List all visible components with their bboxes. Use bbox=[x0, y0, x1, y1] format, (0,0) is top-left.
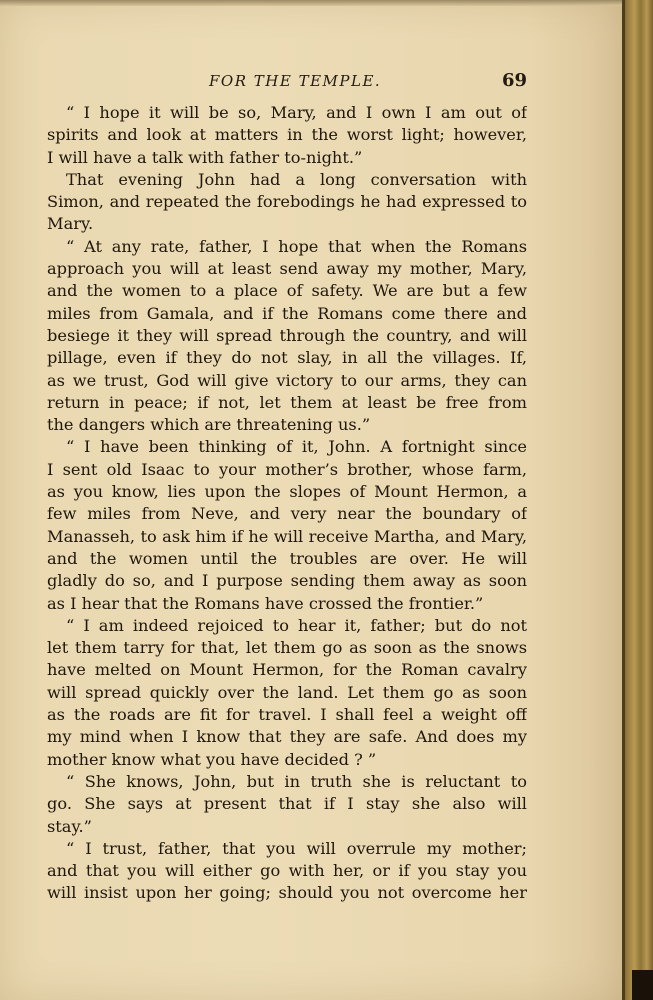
text-line: go. She says at present that if I stay she also will bbox=[47, 794, 527, 814]
page-top-edge bbox=[0, 0, 622, 6]
text-line: “ I am indeed rejoiced to hear it, father; but do not bbox=[66, 615, 527, 635]
text-line: will spread quickly over the land. Let them go as soon bbox=[47, 682, 527, 702]
text-line: spirits and look at matters in the worst light; however, bbox=[47, 125, 527, 145]
text-line: Manasseh, to ask him if he will receive Martha, and Mary, bbox=[47, 526, 527, 546]
body-text bbox=[47, 102, 527, 905]
text-line: and that you will either go with her, or if you stay you bbox=[47, 861, 527, 881]
page-number: 69 bbox=[501, 70, 527, 91]
text-line: “ I hope it will be so, Mary, and I own I am out of bbox=[66, 103, 527, 122]
running-head bbox=[47, 70, 527, 96]
text-line: as you know, lies upon the slopes of Mount Hermon, a bbox=[47, 482, 527, 502]
text-line: “ I trust, father, that you will overrule my mother; bbox=[66, 838, 527, 858]
text-line: as we trust, God will give victory to our arms, they can bbox=[47, 370, 527, 390]
text-line: miles from Gamala, and if the Romans come there and bbox=[47, 303, 527, 323]
text-line: return in peace; if not, let them at least be free from bbox=[47, 392, 527, 412]
text-line: “ I have been thinking of it, John. A fortnight since bbox=[66, 437, 527, 457]
text-line: and the women until the troubles are over. He will bbox=[47, 548, 527, 568]
text-line: Mary. bbox=[47, 214, 94, 234]
text-line: mother know what you have decided ? ” bbox=[47, 749, 377, 769]
text-line: approach you will at least send away my mother, Mary, bbox=[47, 259, 527, 279]
text-line: I sent old Isaac to your mother’s brother, whose farm, bbox=[47, 459, 527, 479]
text-line: will insist upon her going; should you not overcome her bbox=[47, 883, 527, 903]
text-line: as I hear that the Romans have crossed the frontier.” bbox=[47, 593, 484, 613]
text-line: and the women to a place of safety. We are but a few bbox=[47, 281, 527, 301]
running-title: FOR THE TEMPLE. bbox=[209, 72, 382, 90]
text-line: I will have a talk with father to-night.” bbox=[47, 147, 363, 167]
text-line: besiege it they will spread through the country, and will bbox=[47, 325, 527, 345]
text-line: Simon, and repeated the forebodings he had expressed to bbox=[47, 192, 527, 212]
text-line: have melted on Mount Hermon, for the Roman cavalry bbox=[47, 660, 527, 680]
text-line: That evening John had a long conversation with bbox=[66, 169, 527, 189]
text-line: the dangers which are threatening us.” bbox=[47, 415, 371, 435]
text-line: gladly do so, and I purpose sending them away as soon bbox=[47, 571, 527, 591]
book-binding-edge bbox=[622, 0, 653, 1000]
text-line: pillage, even if they do not slay, in all the villages. If, bbox=[47, 348, 527, 368]
text-line: “ At any rate, father, I hope that when the Romans bbox=[66, 236, 527, 256]
text-line: “ She knows, John, but in truth she is reluctant to bbox=[66, 771, 527, 791]
text-line: let them tarry for that, let them go as soon as the snows bbox=[47, 638, 527, 658]
text-line: few miles from Neve, and very near the boundary of bbox=[47, 504, 527, 524]
text-line: as the roads are fit for travel. I shall feel a weight off bbox=[47, 705, 527, 725]
text-line: my mind when I know that they are safe. And does my bbox=[47, 727, 527, 747]
text-line: stay.” bbox=[47, 816, 92, 836]
